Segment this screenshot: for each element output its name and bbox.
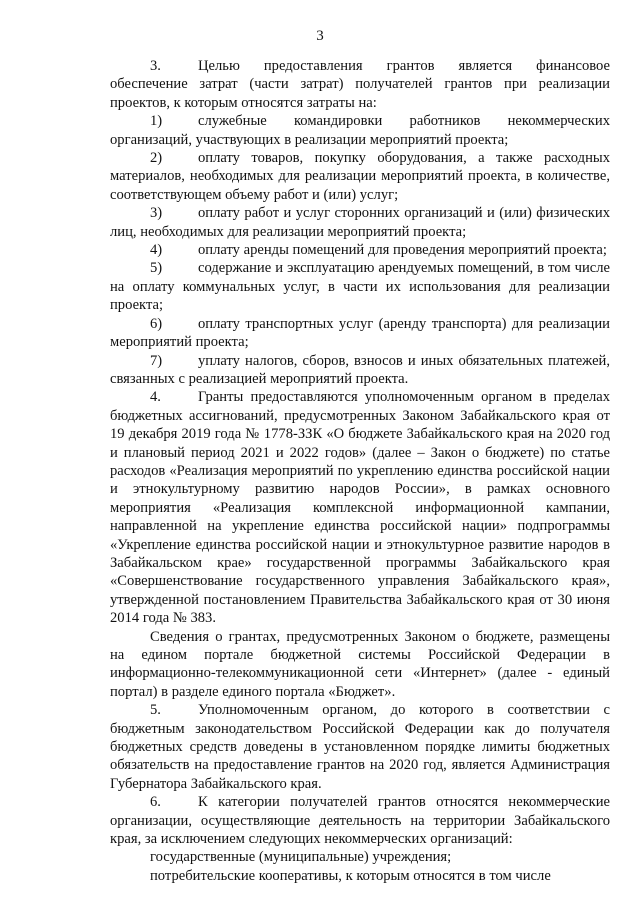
paragraph-text: потребительские кооперативы, к которым относятся в том числе [150, 867, 551, 884]
document-body [110, 57, 610, 885]
list-item-7 [110, 352, 610, 389]
paragraph-text: служебные командировки работников некоммерческих организаций, участвующих в реализации мероприятий проекта; [110, 113, 610, 148]
list-item-3 [110, 204, 610, 241]
item-number: 1) [150, 113, 163, 130]
paragraph-text: оплату товаров, покупку оборудования, а также расходных материалов, необходимых для реализации мероприятий проекта, в количестве, соответствующем объему работ и (или) услуг; [110, 150, 610, 203]
paragraph-text: оплату аренды помещений для проведения мероприятий проекта; [198, 242, 607, 259]
paragraph-text: К категории получателей грантов относятся некоммерческие организации, осуществляющие деятельность на территории Забайкальского края, за исключением следующих некоммерческих организаций: [110, 794, 610, 848]
paragraph-5 [110, 701, 610, 793]
paragraph-grants-info [110, 628, 610, 702]
item-number: 4. [150, 389, 161, 406]
item-number: 5) [150, 260, 163, 277]
paragraph-3 [110, 57, 610, 112]
paragraph-6 [110, 793, 610, 848]
item-number: 7) [150, 352, 163, 369]
item-number: 6. [150, 794, 161, 811]
paragraph-4 [110, 388, 610, 627]
list-item-2 [110, 149, 610, 204]
list-item-6 [110, 315, 610, 352]
paragraph-text: Гранты предоставляются уполномоченным органом в пределах бюджетных ассигнований, предусмотренных Законом Забайкальского края от 19 декабря 2019 года № 1778-ЗЗК «О бюджете Забайкальского края на 2020 год и плановый период 2021 и 2022 годов» (далее – Закон о бюджете) по статье расходов «Реализация мероприятий по укреплению единства российской нации и этнокультурному развитию народов России», в рамках основного мероприятия «Реализация комплексной информационной кампании, направленной на укрепление единства российской нации» подпрограммы «Укрепление единства российской нации и этнокультурное развитие народов в Забайкальском крае» государственной программы Забайкальского края «Совершенствование государственного управления Забайкальского края», утвержденной постановлением Правительства Забайкальского края от 30 июня 2014 года № 383. [110, 389, 610, 627]
paragraph-text: уплату налогов, сборов, взносов и иных обязательных платежей, связанных с реализацией мероприятий проекта. [110, 352, 610, 387]
list-item-1 [110, 112, 610, 149]
paragraph-text: Уполномоченным органом, до которого в соответствии с бюджетным законодательством Российской Федерации как до получателя бюджетных средств доведены в установленном порядке лимиты бюджетных обязательств на предоставление грантов на 2020 год, является Администрация Губернатора Забайкальского края. [110, 702, 610, 792]
list-item-4 [110, 241, 610, 259]
item-number: 3. [150, 58, 161, 74]
exclusion-item-1 [110, 848, 610, 866]
item-number: 5. [150, 702, 161, 719]
exclusion-item-2 [110, 867, 610, 885]
list-item-5 [110, 259, 610, 314]
item-number: 4) [150, 242, 163, 259]
paragraph-text: оплату работ и услуг сторонних организаций и (или) физических лиц, необходимых для реализации мероприятий проекта; [110, 205, 610, 240]
paragraph-text: государственные (муниципальные) учреждения; [150, 849, 452, 866]
paragraph-text: оплату транспортных услуг (аренду транспорта) для реализации мероприятий проекта; [110, 315, 610, 351]
paragraph-text: Целью предоставления грантов является финансовое обеспечение затрат (части затрат) получателей грантов при реализации проектов, к которым относятся затраты на: [110, 58, 610, 111]
paragraph-text: содержание и эксплуатацию арендуемых помещений, в том числе на оплату коммунальных услуг, в части их использования для реализации проекта; [110, 260, 610, 314]
item-number: 2) [150, 150, 163, 167]
paragraph-text: Сведения о грантах, предусмотренных Законом о бюджете, размещены на едином портале бюджетной системы Российской Федерации в информационно-телекоммуникационной сети «Интернет» (далее - единый портал) в разделе единого портала «Бюджет». [110, 628, 610, 700]
item-number: 3) [150, 205, 163, 222]
item-number: 6) [150, 315, 163, 332]
page-number: 3 [316, 28, 324, 44]
